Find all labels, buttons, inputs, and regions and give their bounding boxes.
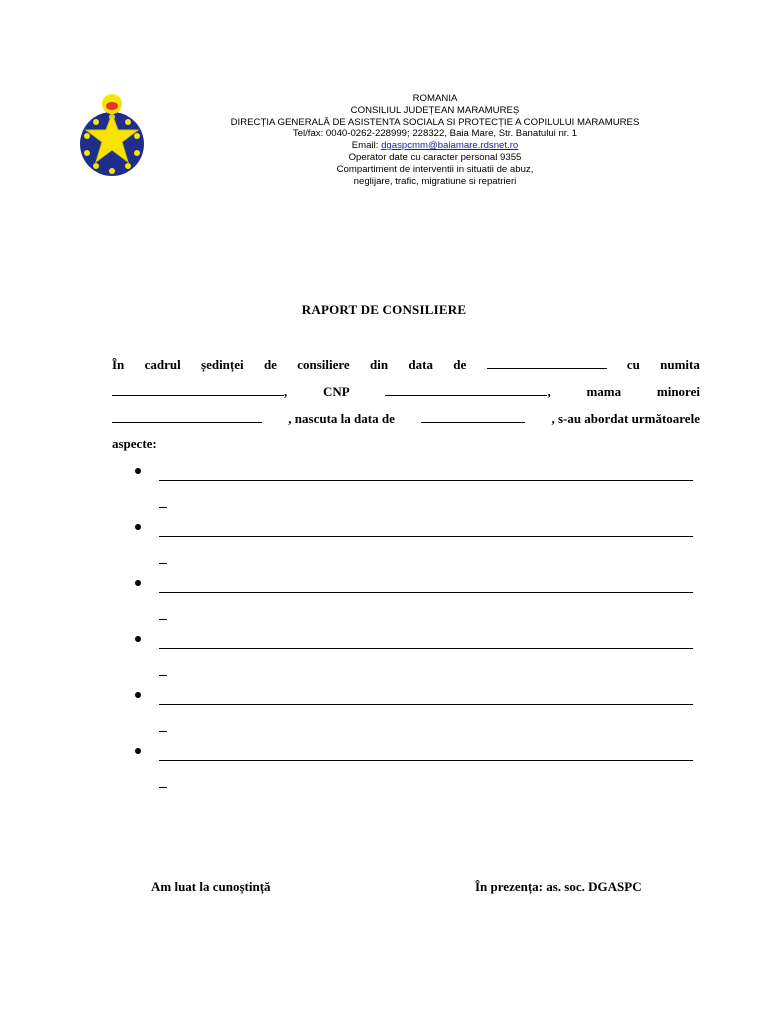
aspect-line-tail <box>159 731 167 732</box>
header-council: CONSILIUL JUDEȚEAN MARAMUREȘ <box>350 104 520 116</box>
bullet-icon <box>135 468 141 474</box>
word: consiliere <box>297 357 350 372</box>
aspect-line-tail <box>159 619 167 620</box>
paragraph-line-1 <box>112 356 700 373</box>
aspects-list <box>131 462 701 798</box>
phrase: , nascuta la data de <box>288 411 395 426</box>
bullet-icon <box>135 692 141 698</box>
word: ședinței <box>201 357 244 372</box>
header-contact: Tel/fax: 0040-0262-228999; 228322, Baia Mare, Str. Banatului nr. 1 <box>292 128 578 140</box>
institution-header <box>195 93 675 187</box>
word: data <box>408 357 433 372</box>
header-department-line1: Compartiment de interventii in situatii de abuz, <box>336 163 534 175</box>
aspect-line-blank[interactable] <box>159 536 693 537</box>
paragraph-line-4: aspecte: <box>112 436 157 451</box>
header-department-line2: neglijare, trafic, migratiune si repatrieri <box>353 175 517 187</box>
word: CNP <box>323 384 350 399</box>
word: cu <box>626 357 640 372</box>
name-blank[interactable] <box>112 383 284 396</box>
minor-name-blank[interactable] <box>112 410 262 423</box>
bullet-icon <box>135 580 141 586</box>
aspect-line-blank[interactable] <box>159 648 693 649</box>
word: mama <box>586 384 622 399</box>
word: , <box>547 384 551 399</box>
header-country: ROMANIA <box>412 93 458 104</box>
aspect-line-blank[interactable] <box>159 704 693 705</box>
paragraph-line-2 <box>112 383 700 400</box>
list-item <box>131 630 701 686</box>
phrase: , s-au abordat următoarele <box>551 411 700 426</box>
aspect-line-blank[interactable] <box>159 760 693 761</box>
list-item <box>131 462 701 518</box>
aspect-line-tail <box>159 787 167 788</box>
header-email-label: Email: <box>351 140 382 152</box>
signature-social-worker-label: În prezența: as. soc. DGASPC <box>475 879 642 894</box>
list-item <box>131 742 701 798</box>
bullet-icon <box>135 524 141 530</box>
session-date-blank[interactable] <box>487 356 607 369</box>
aspect-line-tail <box>159 507 167 508</box>
aspect-line-tail <box>159 563 167 564</box>
word: de <box>263 357 277 372</box>
list-item <box>131 518 701 574</box>
aspect-line-blank[interactable] <box>159 592 693 593</box>
header-operator: Operator date cu caracter personal 9355 <box>348 151 522 163</box>
signature-acknowledged-label: Am luat la cunoștință <box>151 879 271 894</box>
aspect-line-tail <box>159 675 167 676</box>
list-item <box>131 574 701 630</box>
birth-date-blank[interactable] <box>421 410 525 423</box>
cnp-blank[interactable] <box>385 383 547 396</box>
word: , <box>284 384 288 399</box>
header-directorate: DIRECȚIA GENERALĂ DE ASISTENTA SOCIALA SI PROTECȚIE A COPILULUI MARAMURES <box>230 116 640 128</box>
header-email-link[interactable]: dgaspcmm@baiamare.rdsnet.ro <box>381 140 519 152</box>
word: minorei <box>656 384 700 399</box>
dgaspc-logo-icon <box>78 92 146 178</box>
bullet-icon <box>135 636 141 642</box>
aspect-line-blank[interactable] <box>159 480 693 481</box>
word: cadrul <box>144 357 181 372</box>
word: În <box>112 357 125 372</box>
bullet-icon <box>135 748 141 754</box>
word: din <box>370 357 389 372</box>
document-title: RAPORT DE CONSILIERE <box>301 302 467 317</box>
paragraph-line-3 <box>112 410 700 427</box>
word: numita <box>660 357 700 372</box>
header-email-row <box>195 140 675 152</box>
list-item <box>131 686 701 742</box>
word: de <box>453 357 467 372</box>
